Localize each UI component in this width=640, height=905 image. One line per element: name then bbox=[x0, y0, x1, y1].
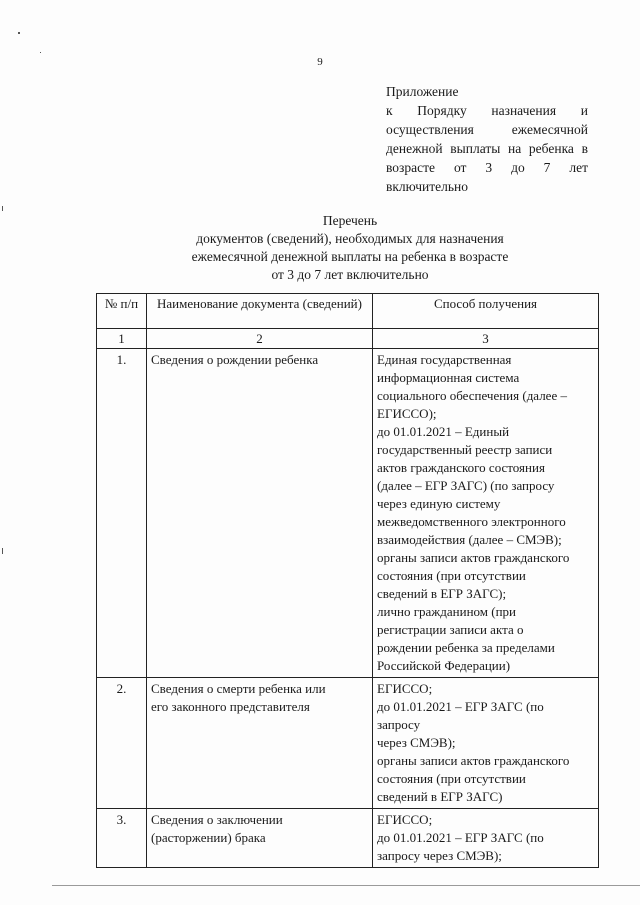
table-row bbox=[97, 349, 599, 678]
method-cell bbox=[373, 349, 599, 678]
document-name-cell bbox=[147, 349, 373, 678]
appendix-note bbox=[386, 82, 588, 196]
row-number: 3. bbox=[97, 809, 147, 868]
cell-line: Сведения о заключении bbox=[151, 812, 283, 827]
cell-line: Российской Федерации) bbox=[377, 658, 511, 673]
table-header-row bbox=[97, 294, 599, 329]
document-name-cell bbox=[147, 809, 373, 868]
scan-speck bbox=[40, 52, 41, 53]
cell-line: через единую систему bbox=[377, 496, 501, 511]
heading-line: от 3 до 7 лет включительно bbox=[271, 267, 429, 282]
header-cell-method: Способ получения bbox=[373, 294, 599, 329]
appendix-line: денежной выплаты на ребенка в bbox=[386, 141, 588, 156]
cell-line: ЕГИССО; bbox=[377, 812, 433, 827]
scan-speck bbox=[2, 548, 3, 554]
appendix-line: включительно bbox=[386, 179, 469, 194]
column-number: 3 bbox=[373, 329, 599, 349]
cell-line: взаимодействия (далее – СМЭВ); bbox=[377, 532, 562, 547]
table-row bbox=[97, 678, 599, 809]
appendix-line: Приложение bbox=[386, 84, 459, 99]
cell-line: межведомственного электронного bbox=[377, 514, 566, 529]
scan-edge-line bbox=[52, 885, 640, 886]
header-cell-name: Наименование документа (сведений) bbox=[147, 294, 373, 329]
scan-speck bbox=[18, 32, 20, 34]
cell-line: Сведения о рождении ребенка bbox=[151, 352, 319, 367]
cell-line: сведений в ЕГР ЗАГС) bbox=[377, 789, 503, 804]
cell-line: (расторжении) брака bbox=[151, 830, 266, 845]
cell-line: ЕГИССО; bbox=[377, 681, 433, 696]
heading-line: ежемесячной денежной выплаты на ребенка в возрасте bbox=[191, 249, 509, 264]
document-heading bbox=[140, 212, 560, 284]
page-number: 9 bbox=[317, 56, 323, 68]
header-cell-number: № п/п bbox=[97, 294, 147, 329]
heading-title: Перечень bbox=[322, 213, 378, 228]
cell-line: запросу через СМЭВ); bbox=[377, 848, 502, 863]
cell-line: до 01.01.2021 – ЕГР ЗАГС (по bbox=[377, 830, 544, 845]
cell-line: ЕГИССО); bbox=[377, 406, 437, 421]
cell-line: сведений в ЕГР ЗАГС); bbox=[377, 586, 507, 601]
column-number: 1 bbox=[97, 329, 147, 349]
appendix-line: осуществления ежемесячной bbox=[386, 122, 588, 137]
cell-line: регистрации записи акта о bbox=[377, 622, 524, 637]
cell-line: лично гражданином (при bbox=[377, 604, 517, 619]
method-cell bbox=[373, 678, 599, 809]
cell-line: рождении ребенка за пределами bbox=[377, 640, 555, 655]
documents-table bbox=[96, 293, 599, 868]
scan-speck bbox=[2, 206, 3, 211]
cell-line: Единая государственная bbox=[377, 352, 512, 367]
row-number: 2. bbox=[97, 678, 147, 809]
cell-line: актов гражданского состояния bbox=[377, 460, 545, 475]
document-name-cell bbox=[147, 678, 373, 809]
appendix-line: возрасте от 3 до 7 лет bbox=[386, 160, 588, 175]
table-row bbox=[97, 809, 599, 868]
cell-line: до 01.01.2021 – ЕГР ЗАГС (по bbox=[377, 699, 544, 714]
cell-line: органы записи актов гражданского bbox=[377, 550, 570, 565]
cell-line: состояния (при отсутствии bbox=[377, 568, 526, 583]
cell-line: его законного представителя bbox=[151, 699, 310, 714]
row-number: 1. bbox=[97, 349, 147, 678]
cell-line: социального обеспечения (далее – bbox=[377, 388, 567, 403]
cell-line: государственный реестр записи bbox=[377, 442, 553, 457]
method-cell bbox=[373, 809, 599, 868]
cell-line: Сведения о смерти ребенка или bbox=[151, 681, 326, 696]
appendix-line: к Порядку назначения и bbox=[386, 103, 588, 118]
heading-line: документов (сведений), необходимых для назначения bbox=[196, 231, 504, 246]
cell-line: (далее – ЕГР ЗАГС) (по запросу bbox=[377, 478, 555, 493]
cell-line: через СМЭВ); bbox=[377, 735, 456, 750]
column-number: 2 bbox=[147, 329, 373, 349]
cell-line: органы записи актов гражданского bbox=[377, 753, 570, 768]
cell-line: состояния (при отсутствии bbox=[377, 771, 526, 786]
column-number-row bbox=[97, 329, 599, 349]
cell-line: до 01.01.2021 – Единый bbox=[377, 424, 510, 439]
cell-line: информационная система bbox=[377, 370, 520, 385]
cell-line: запросу bbox=[377, 717, 421, 732]
